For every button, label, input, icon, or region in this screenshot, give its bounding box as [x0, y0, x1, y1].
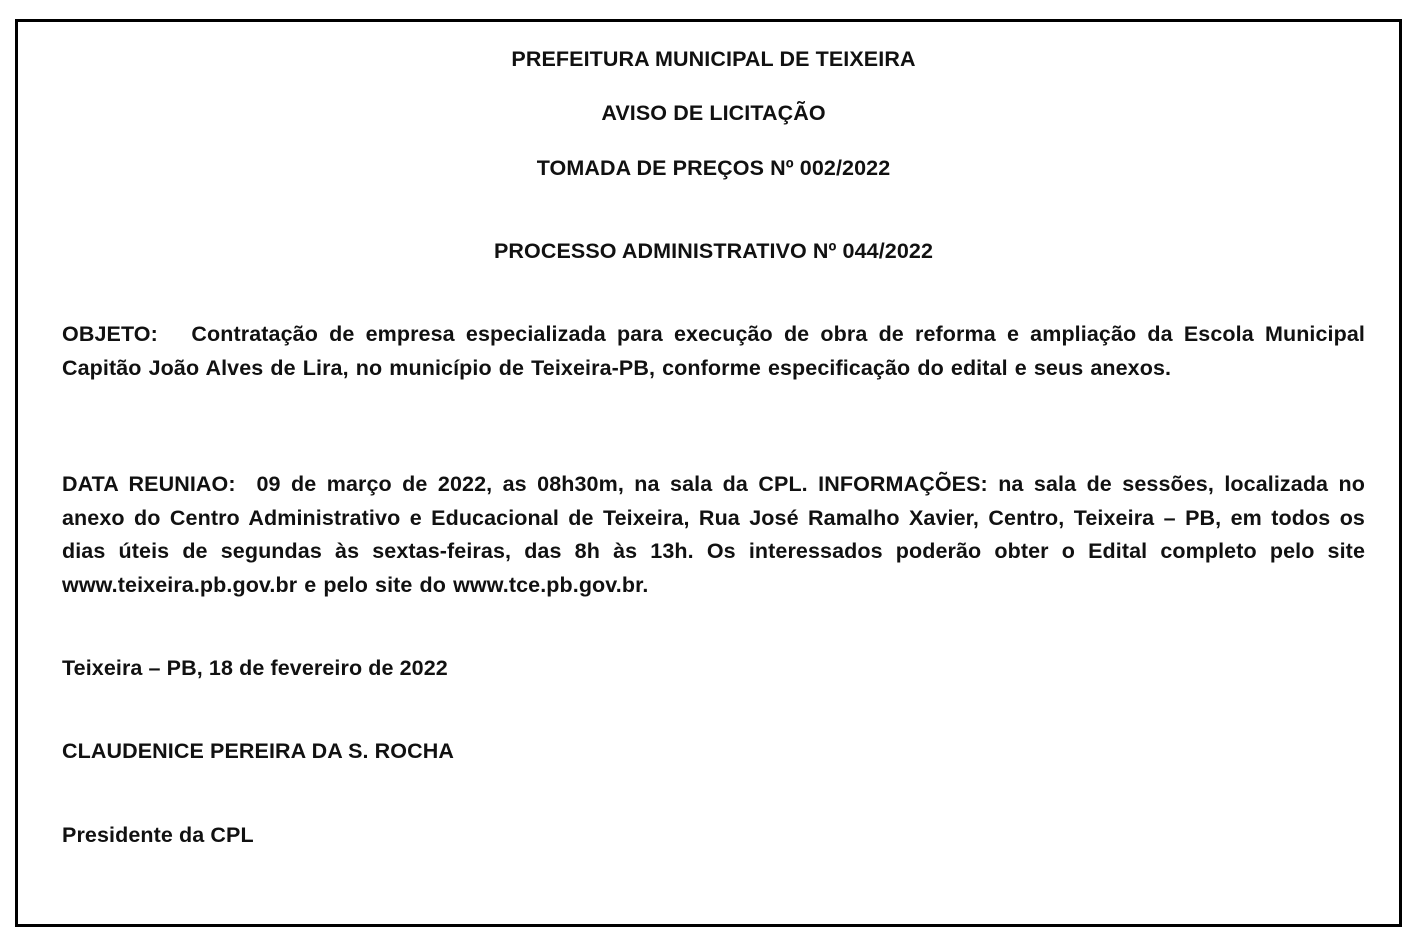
- place-date: Teixeira – PB, 18 de fevereiro de 2022: [62, 656, 448, 680]
- meeting-text: 09 de março de 2022, as 08h30m, na sala da CPL. INFORMAÇÕES: na sala de sessões, localizada no anexo do Centro Administrativo e Educacional de Teixeira, Rua José Ramalho Xavier, Centro, Teixeira – PB, em todos os dias úteis de segundas às sextas-feiras, das 8h às 13h. Os interessados poderão obter o Edital completo pelo site www.teixeira.pb.gov.br e pelo site do www.tce.pb.gov.br.: [62, 472, 1365, 597]
- tender-number: TOMADA DE PREÇOS Nº 002/2022: [536, 156, 891, 180]
- objeto-label: OBJETO:: [62, 322, 158, 346]
- issuer-title: PREFEITURA MUNICIPAL DE TEIXEIRA: [511, 47, 916, 71]
- signatory-role: Presidente da CPL: [62, 823, 254, 847]
- objeto-paragraph: [62, 318, 1365, 385]
- notice-title: AVISO DE LICITAÇÃO: [601, 101, 826, 125]
- signatory-name: CLAUDENICE PEREIRA DA S. ROCHA: [62, 739, 455, 763]
- meeting-paragraph: [62, 468, 1365, 602]
- meeting-label: DATA REUNIAO:: [62, 472, 236, 496]
- process-number: PROCESSO ADMINISTRATIVO Nº 044/2022: [493, 239, 934, 263]
- objeto-text: Contratação de empresa especializada para execução de obra de reforma e ampliação da Escola Municipal Capitão João Alves de Lira, no município de Teixeira-PB, conforme especificação do edital e seus anexos.: [62, 322, 1365, 380]
